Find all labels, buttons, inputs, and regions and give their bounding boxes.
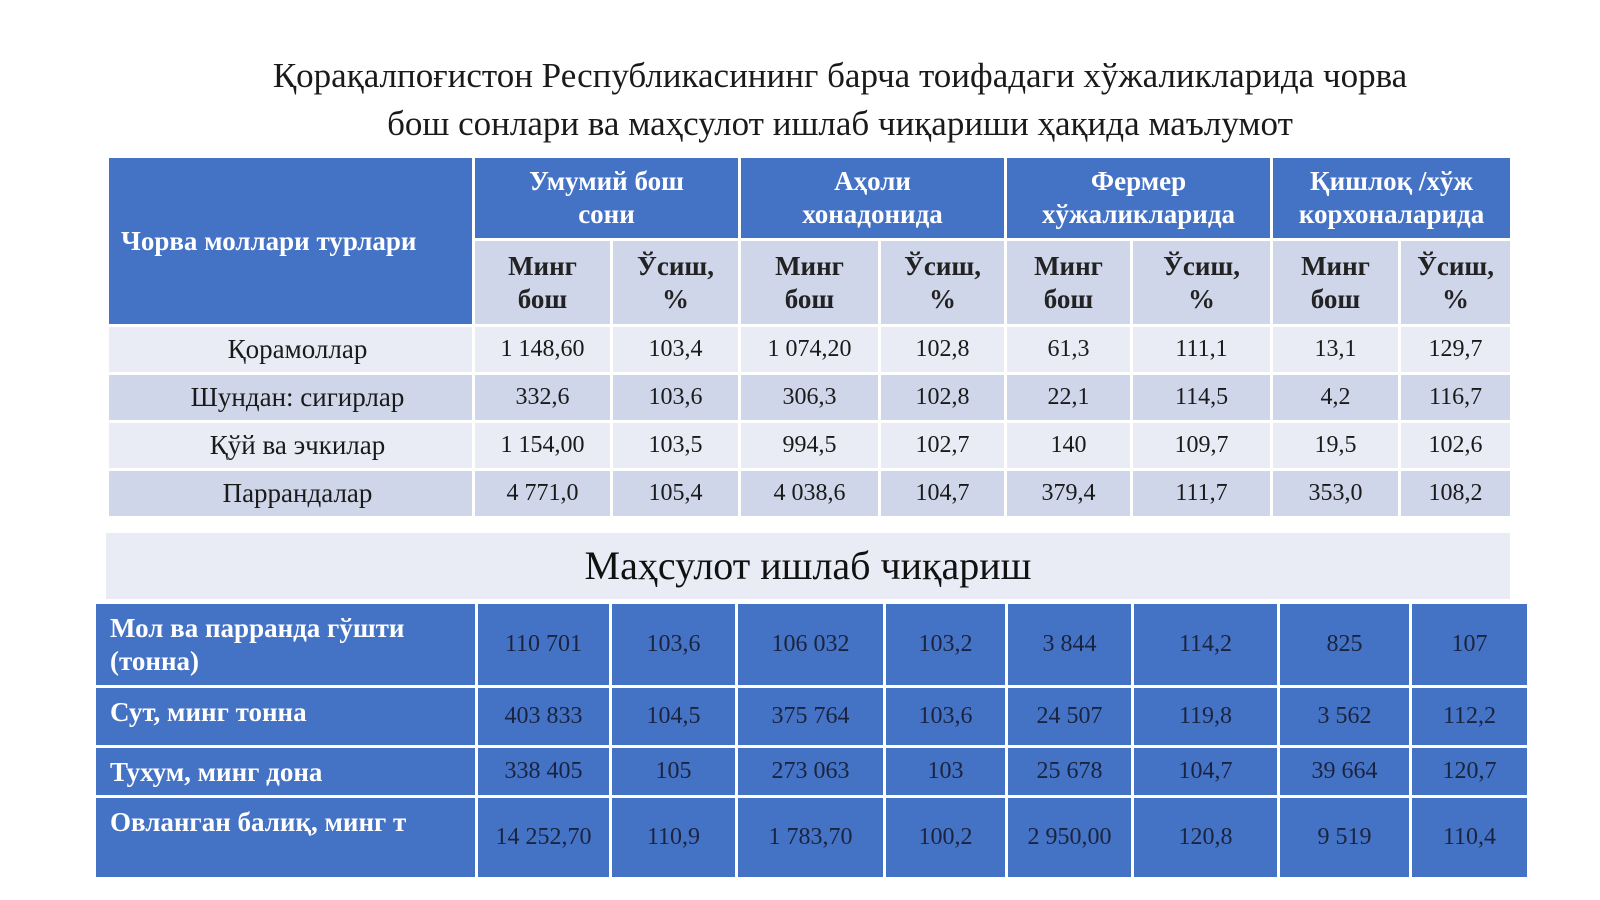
subheader-line: Ўсиш,	[1163, 250, 1240, 281]
production-row	[95, 747, 1529, 797]
subheader-thousand-head	[740, 240, 880, 326]
table-cell: 994,5	[740, 422, 880, 470]
subheader-line: бош	[1310, 283, 1361, 314]
production-cell: 110,4	[1411, 797, 1529, 879]
group-header-line: хўжаликларида	[1042, 199, 1235, 229]
production-row-label	[95, 747, 477, 797]
table-cell: 4 038,6	[740, 470, 880, 518]
table-row	[108, 422, 1512, 470]
production-cell: 104,7	[1133, 747, 1279, 797]
production-cell: 104,5	[611, 687, 737, 747]
table-cell: 102,6	[1400, 422, 1512, 470]
production-cell: 112,2	[1411, 687, 1529, 747]
row-label: Қорамоллар	[108, 326, 474, 374]
production-cell: 107	[1411, 603, 1529, 687]
table-cell: 4,2	[1272, 374, 1400, 422]
subheader-line: бош	[784, 283, 835, 314]
table-cell: 102,7	[880, 422, 1006, 470]
table-cell: 22,1	[1006, 374, 1132, 422]
subheader-line: %	[1188, 283, 1216, 314]
table-row	[108, 470, 1512, 518]
table-cell: 19,5	[1272, 422, 1400, 470]
table-cell: 102,8	[880, 326, 1006, 374]
production-cell: 103,2	[885, 603, 1007, 687]
group-header-households	[740, 157, 1006, 240]
table-cell: 104,7	[880, 470, 1006, 518]
production-cell: 1 783,70	[737, 797, 885, 879]
production-cell: 24 507	[1007, 687, 1133, 747]
production-row-label	[95, 687, 477, 747]
production-cell: 39 664	[1279, 747, 1411, 797]
table-cell: 103,6	[612, 374, 740, 422]
livestock-table	[106, 155, 1513, 519]
group-header-line: корхоналарида	[1298, 199, 1485, 229]
production-cell: 9 519	[1279, 797, 1411, 879]
table-cell: 114,5	[1132, 374, 1272, 422]
row-label: Қўй ва эчкилар	[108, 422, 474, 470]
table-cell: 103,5	[612, 422, 740, 470]
row-label: Паррандалар	[108, 470, 474, 518]
group-header-line: Умумий бош	[529, 166, 684, 196]
group-header-line: хонадонида	[802, 199, 943, 229]
production-cell: 3 844	[1007, 603, 1133, 687]
production-row-label	[95, 603, 477, 687]
production-cell: 825	[1279, 603, 1411, 687]
table-cell: 379,4	[1006, 470, 1132, 518]
subheader-growth-percent	[1132, 240, 1272, 326]
table-cell: 1 154,00	[474, 422, 612, 470]
subheader-line: %	[662, 283, 689, 314]
group-header-agri-enterprises	[1272, 157, 1512, 240]
title-line-1: Қорақалпоғистон Республикасининг барча тоифадаги хўжаликларида чорва	[272, 56, 1408, 95]
production-cell: 120,8	[1133, 797, 1279, 879]
production-row	[95, 797, 1529, 879]
group-header-line: сони	[578, 199, 635, 229]
subheader-growth-percent	[880, 240, 1006, 326]
production-cell: 103,6	[885, 687, 1007, 747]
production-cell: 273 063	[737, 747, 885, 797]
group-header-line: Аҳоли	[834, 166, 911, 196]
subheader-line: Минг	[1034, 250, 1103, 281]
table-cell: 109,7	[1132, 422, 1272, 470]
subheader-line: Минг	[508, 250, 577, 281]
subheader-growth-percent	[1400, 240, 1512, 326]
group-header-line: Фермер	[1090, 166, 1187, 196]
production-cell: 106 032	[737, 603, 885, 687]
table-cell: 1 148,60	[474, 326, 612, 374]
subheader-thousand-head	[1006, 240, 1132, 326]
page-title	[180, 52, 1500, 148]
production-cell: 110 701	[477, 603, 611, 687]
table-cell: 103,4	[612, 326, 740, 374]
production-label-line: Тухум, минг дона	[110, 757, 323, 787]
table-cell: 102,8	[880, 374, 1006, 422]
table-cell: 61,3	[1006, 326, 1132, 374]
table-cell: 111,7	[1132, 470, 1272, 518]
production-cell: 403 833	[477, 687, 611, 747]
table-cell: 108,2	[1400, 470, 1512, 518]
table-cell: 116,7	[1400, 374, 1512, 422]
production-cell: 375 764	[737, 687, 885, 747]
section-title-production: Маҳсулот ишлаб чиқариш	[106, 533, 1510, 599]
table-row	[108, 326, 1512, 374]
subheader-growth-percent	[612, 240, 740, 326]
table-cell: 111,1	[1132, 326, 1272, 374]
group-header-total	[474, 157, 740, 240]
production-label-line: (тонна)	[110, 646, 200, 676]
table-cell: 140	[1006, 422, 1132, 470]
row-label: Шундан: сигирлар	[108, 374, 474, 422]
subheader-line: бош	[517, 283, 568, 314]
table-cell: 353,0	[1272, 470, 1400, 518]
production-cell: 100,2	[885, 797, 1007, 879]
group-header-line: Қишлоқ /хўж	[1310, 166, 1473, 196]
subheader-thousand-head	[474, 240, 612, 326]
production-label-line: Сут, минг тонна	[110, 697, 307, 727]
table-cell: 306,3	[740, 374, 880, 422]
production-cell: 3 562	[1279, 687, 1411, 747]
production-cell: 119,8	[1133, 687, 1279, 747]
production-cell: 2 950,00	[1007, 797, 1133, 879]
group-header-farms	[1006, 157, 1272, 240]
production-label-line: Овланган балиқ, минг т	[110, 807, 407, 837]
table-cell: 105,4	[612, 470, 740, 518]
production-row	[95, 603, 1529, 687]
production-cell: 114,2	[1133, 603, 1279, 687]
production-cell: 14 252,70	[477, 797, 611, 879]
production-cell: 103	[885, 747, 1007, 797]
table-cell: 129,7	[1400, 326, 1512, 374]
production-cell: 110,9	[611, 797, 737, 879]
production-cell: 338 405	[477, 747, 611, 797]
subheader-line: Минг	[775, 250, 844, 281]
table-cell: 1 074,20	[740, 326, 880, 374]
subheader-line: Ўсиш,	[637, 250, 714, 281]
production-row-label	[95, 797, 477, 879]
production-label-line: Мол ва парранда гўшти	[110, 613, 405, 643]
production-table	[93, 601, 1530, 880]
production-cell: 103,6	[611, 603, 737, 687]
subheader-thousand-head	[1272, 240, 1400, 326]
subheader-line: Ўсиш,	[1417, 250, 1494, 281]
table-cell: 13,1	[1272, 326, 1400, 374]
table-cell: 4 771,0	[474, 470, 612, 518]
production-cell: 25 678	[1007, 747, 1133, 797]
title-line-2: бош сонлари ва маҳсулот ишлаб чиқариши ҳақида маълумот	[387, 104, 1293, 143]
subheader-line: %	[929, 283, 957, 314]
subheader-line: Минг	[1301, 250, 1370, 281]
subheader-line: %	[1442, 283, 1470, 314]
production-cell: 120,7	[1411, 747, 1529, 797]
table-row	[108, 374, 1512, 422]
table-cell: 332,6	[474, 374, 612, 422]
subheader-line: бош	[1043, 283, 1094, 314]
production-cell: 105	[611, 747, 737, 797]
subheader-line: Ўсиш,	[904, 250, 981, 281]
production-row	[95, 687, 1529, 747]
header-livestock-types: Чорва моллари турлари	[108, 157, 474, 326]
